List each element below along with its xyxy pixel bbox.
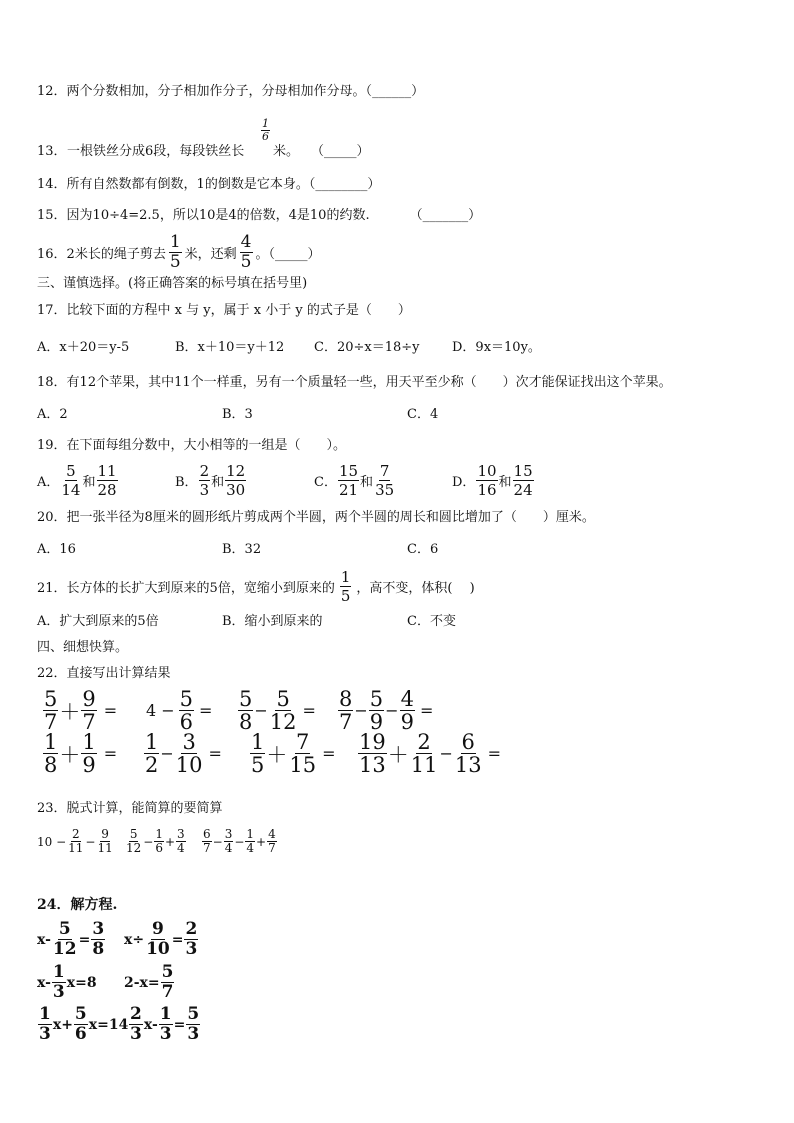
- q20-option-c: C．6: [407, 542, 439, 557]
- question-24: 24．解方程.: [37, 897, 118, 913]
- q24-equation-3: x- $\frac{1}{3}$ x=8: [37, 962, 97, 1002]
- question-14: 14．所有自然数都有倒数，1的倒数是它本身。（________）: [37, 177, 381, 192]
- q24-equation-4: 2-x= $\frac{5}{7}$: [124, 962, 174, 1002]
- question-20: 20．把一张半径为8厘米的圆形纸片剪成两个半圆，两个半圆的周长和圆比增加了（ ）厘米。: [37, 510, 595, 525]
- question-16: 16． 2米长的绳子剪去 $\frac{1}{5}$ 米，还剩 $\frac{4}{5}$ 。（_____）: [37, 232, 321, 272]
- q23-expr-2: $\frac{5}{12}$ − $\frac{1}{6}$ + $\frac{3}{4}$: [126, 827, 185, 855]
- question-12: 12．两个分数相加，分子相加作分子，分母相加作分母。（______）: [37, 84, 425, 99]
- q22-expr-6: $\frac{1}{2}$ − $\frac{3}{10}$ =: [145, 730, 222, 777]
- q20-option-b: B．32: [222, 542, 262, 557]
- q19-option-a: A． $\frac{5}{14}$ 和 $\frac{11}{28}$: [37, 462, 117, 499]
- question-17: 17．比较下面的方程中 x 与 y，属于 x 小于 y 的式子是（ ）: [37, 303, 411, 318]
- q22-expr-4: $\frac{8}{7}$ − $\frac{5}{9}$ − $\frac{4}{9}$ =: [339, 687, 434, 734]
- q17-option-d: D．9x＝10y。: [452, 340, 541, 355]
- q24-equation-2: x÷ $\frac{9}{10}$ = $\frac{2}{3}$: [124, 919, 198, 959]
- q23-expr-1: 10 − $\frac{2}{11}$ − $\frac{9}{11}$: [37, 827, 113, 855]
- q24-equation-1: x- $\frac{5}{12}$ = $\frac{3}{8}$: [37, 919, 105, 959]
- q22-expr-8: $\frac{19}{13}$ ＋ $\frac{2}{11}$ − $\frac{6}{13}$ =: [359, 730, 502, 777]
- question-22: 22．直接写出计算结果: [37, 666, 171, 681]
- question-21: 21．长方体的长扩大到原来的5倍，宽缩小到原来的 $\frac{1}{5}$ ，高不变，体积( ): [37, 568, 475, 605]
- q22-expr-2: 4 − $\frac{5}{6}$ =: [146, 687, 213, 734]
- question-23: 23．脱式计算，能简算的要简算: [37, 801, 223, 816]
- q22-expr-5: $\frac{1}{8}$ ＋ $\frac{1}{9}$ =: [44, 730, 118, 777]
- q21-option-c: C．不变: [407, 614, 456, 629]
- q17-option-c: C．20÷x＝18÷y: [314, 340, 420, 355]
- question-19: 19．在下面每组分数中，大小相等的一组是（ ）。: [37, 438, 347, 453]
- q20-option-a: A．16: [37, 542, 76, 557]
- q24-equation-5: $\frac{1}{3}$ x+ $\frac{5}{6}$ x=14: [39, 1004, 129, 1044]
- question-18: 18．有12个苹果，其中11个一样重，另有一个质量轻一些，用天平至少称（ ）次才能保证找出这个苹果。: [37, 375, 672, 390]
- q22-expr-7: $\frac{1}{5}$ ＋ $\frac{7}{15}$ =: [251, 730, 336, 777]
- q18-option-c: C．4: [407, 407, 439, 422]
- q24-equation-6: $\frac{2}{3}$ x- $\frac{1}{3}$ = $\frac{5}{3}$: [130, 1004, 200, 1044]
- q17-option-b: B．x＋10＝y＋12: [175, 340, 285, 355]
- fraction-4-5: $\frac{4}{5}$: [240, 232, 252, 272]
- q18-option-b: B．3: [222, 407, 253, 422]
- fraction-1-6: $\frac{1}{6}$: [262, 117, 269, 143]
- q17-option-a: A．x＋20＝y-5: [37, 340, 130, 355]
- q21-option-b: B．缩小到原来的: [222, 614, 323, 629]
- q19-option-d: D． $\frac{10}{16}$ 和 $\frac{15}{24}$: [452, 462, 533, 499]
- question-15: 15．因为10÷4=2.5，所以10是4的倍数，4是10的约数. （_______）: [37, 208, 482, 223]
- q22-expr-3: $\frac{5}{8}$ − $\frac{5}{12}$ =: [239, 687, 316, 734]
- q21-option-a: A．扩大到原来的5倍: [37, 614, 159, 629]
- fraction-1-5: $\frac{1}{5}$: [169, 232, 181, 272]
- section-3-title: 三、谨慎选择。(将正确答案的标号填在括号里): [37, 276, 308, 291]
- q23-expr-3: $\frac{6}{7}$ − $\frac{3}{4}$ − $\frac{1}{4}$ + $\frac{4}{7}$: [203, 827, 276, 855]
- section-4-title: 四、细想快算。: [37, 640, 129, 655]
- q19-option-c: C． $\frac{15}{21}$ 和 $\frac{7}{35}$: [314, 462, 395, 499]
- q19-option-b: B． $\frac{2}{3}$ 和 $\frac{12}{30}$: [175, 462, 246, 499]
- q18-option-a: A．2: [37, 407, 68, 422]
- q22-expr-1: $\frac{5}{7}$ ＋ $\frac{9}{7}$ =: [44, 687, 118, 734]
